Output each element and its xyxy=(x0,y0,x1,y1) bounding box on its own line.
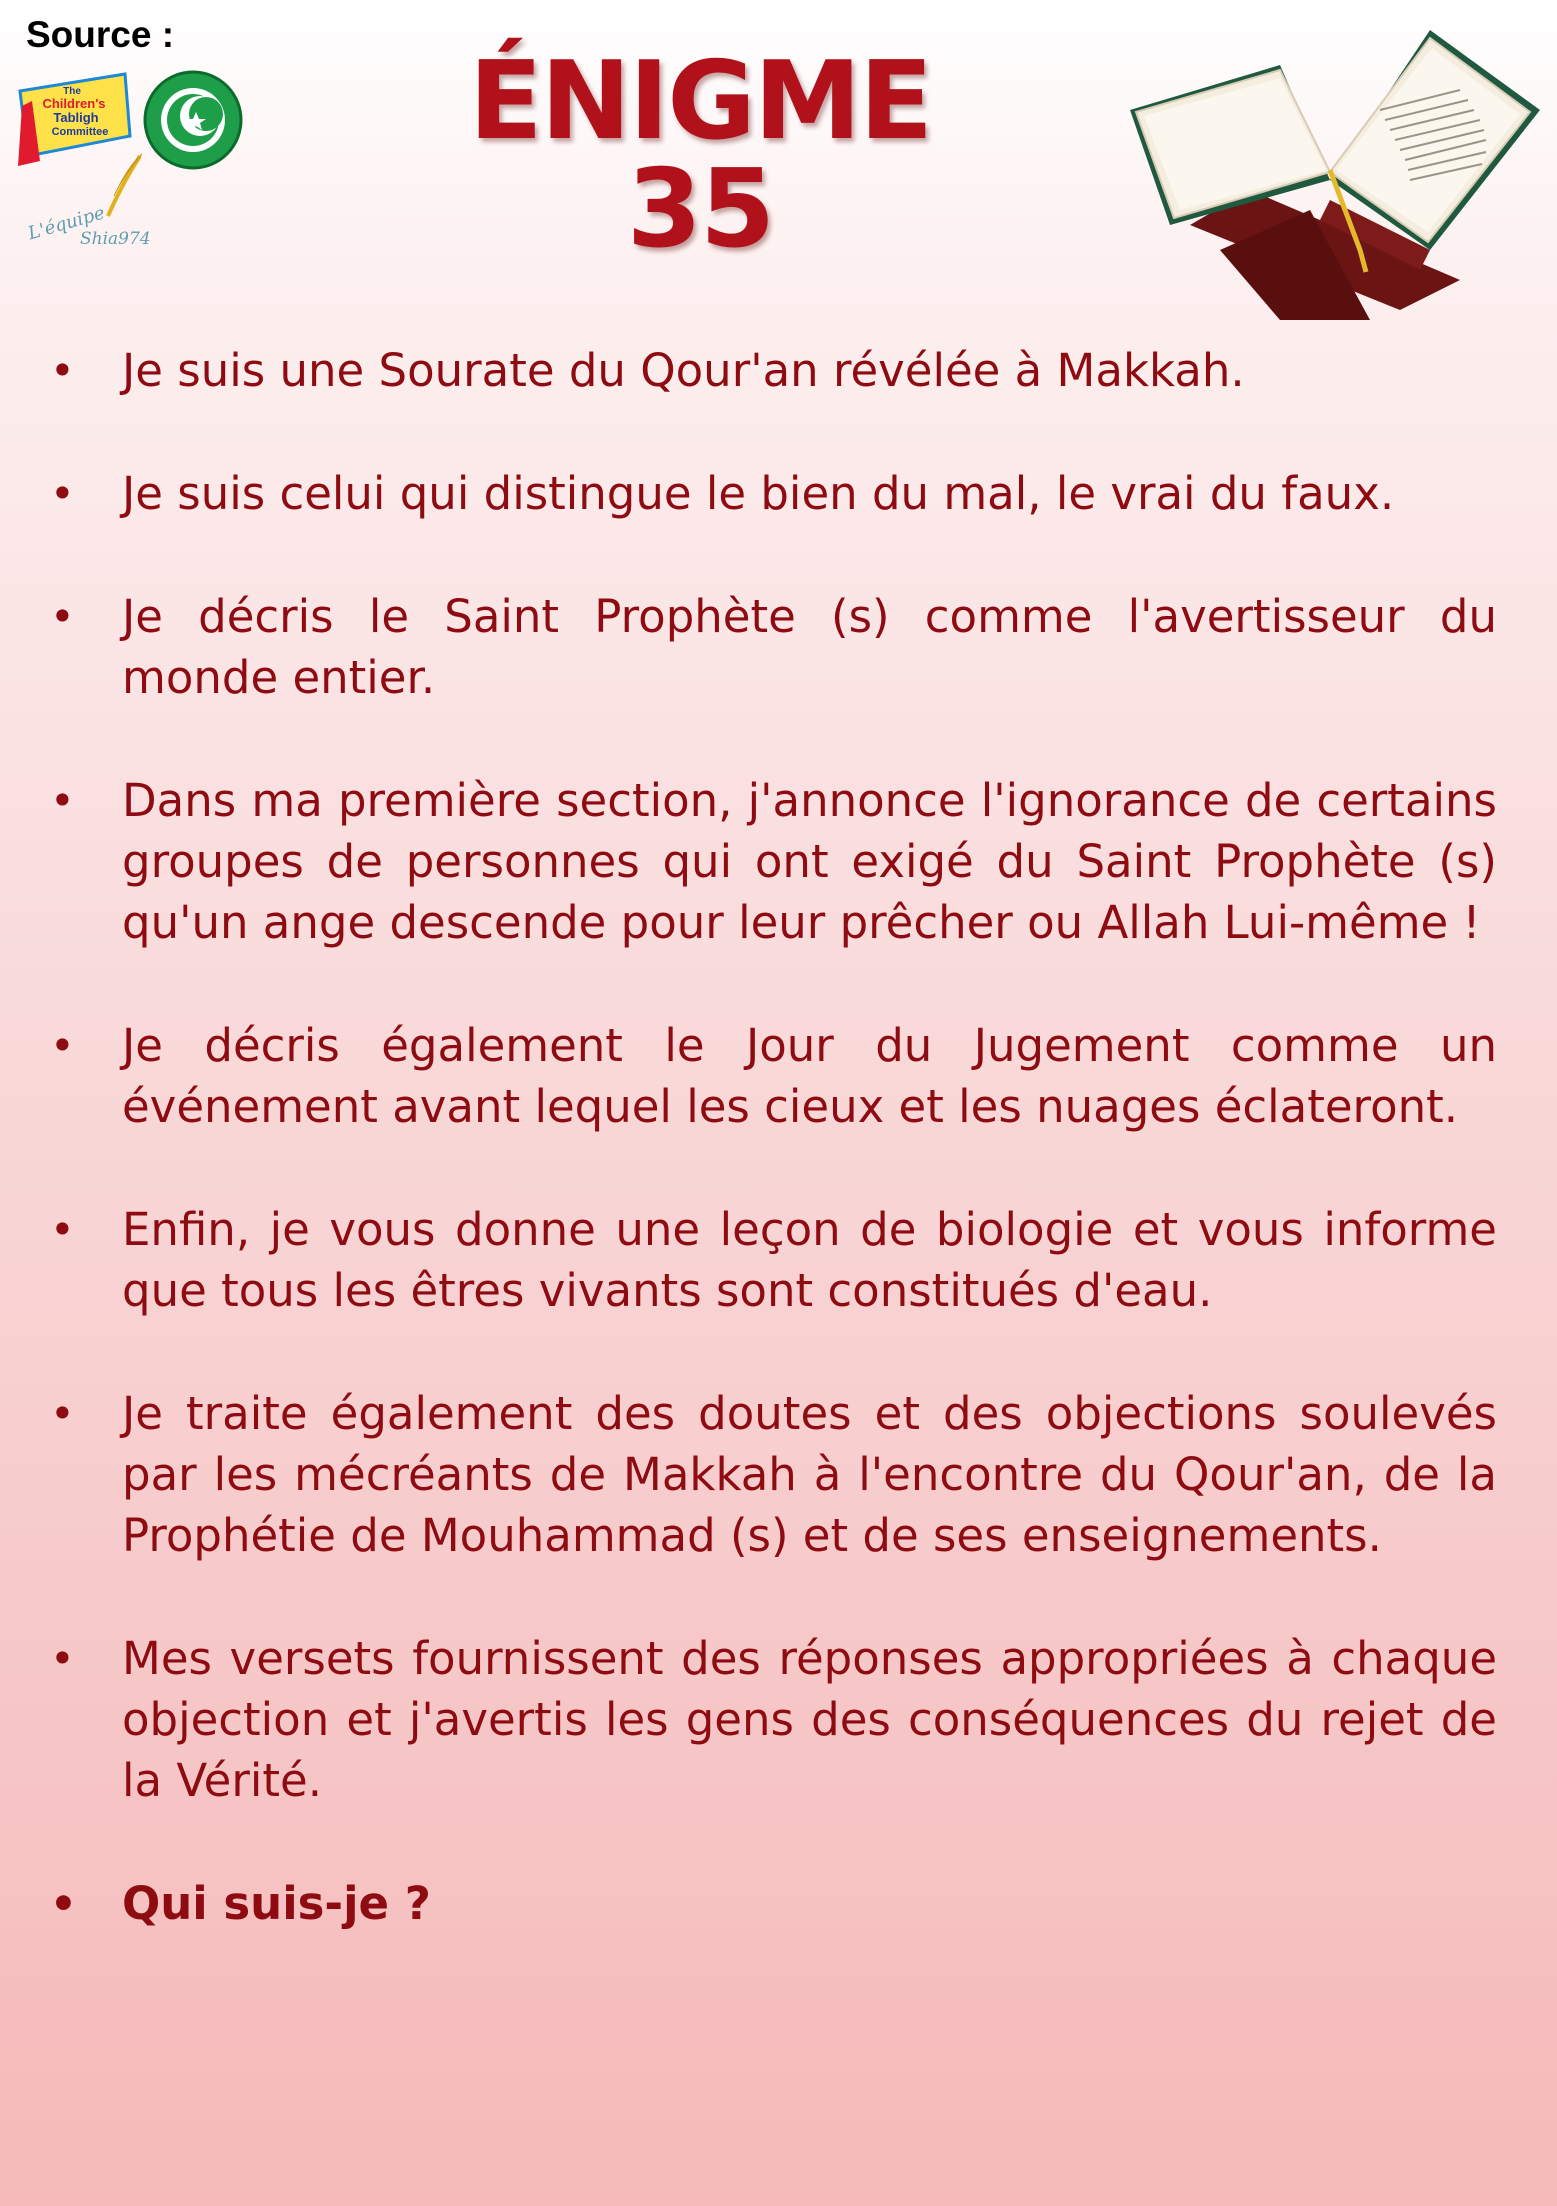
source-logos xyxy=(10,66,250,266)
clue-item xyxy=(0,340,1557,401)
clue-item xyxy=(0,586,1557,708)
ctc-line2: Children's xyxy=(42,96,106,111)
equipe-line1: L'équipe xyxy=(25,202,108,245)
childrens-tabligh-committee-logo xyxy=(18,74,130,166)
ctc-line4: Committee xyxy=(51,126,109,138)
bullet: • xyxy=(50,1021,75,1070)
clue-item xyxy=(0,770,1557,953)
page-title: ÉNIGME 35 xyxy=(468,39,932,272)
clue-item xyxy=(0,1015,1557,1137)
quran-book-illustration xyxy=(1130,20,1540,320)
clue-text: Je suis celui qui distingue le bien du mal, le vrai du faux. xyxy=(122,467,1395,520)
clue-text: Je traite également des doutes et des objections soulevés par les mécréants de Makkah à l'encontre du Qour'an, de la Prophétie de Mouhammad (s) et de ses enseignements. xyxy=(122,1387,1497,1562)
equipe-shia974-logo xyxy=(25,154,151,249)
clue-item xyxy=(0,1628,1557,1811)
bullet: • xyxy=(50,1879,77,1928)
question-item xyxy=(0,1873,1557,1934)
ctc-line1: The xyxy=(63,86,81,97)
clue-item xyxy=(0,1199,1557,1321)
bullet: • xyxy=(50,346,75,395)
bullet: • xyxy=(50,469,75,518)
source-label: Source : xyxy=(26,14,175,55)
clue-text: Dans ma première section, j'annonce l'ignorance de certains groupes de personnes qui ont exigé du Saint Prophète (s) qu'un ange descende pour leur prêcher ou Allah Lui-même ! xyxy=(122,774,1497,949)
clue-text: Je suis une Sourate du Qour'an révélée à Makkah. xyxy=(122,344,1245,397)
bullet: • xyxy=(50,1634,75,1683)
clue-text: Enfin, je vous donne une leçon de biologie et vous informe que tous les êtres vivants sont constitués d'eau. xyxy=(122,1203,1497,1317)
ctc-line3: Tabligh xyxy=(53,110,99,125)
bullet: • xyxy=(50,776,75,825)
clue-text: Mes versets fournissent des réponses appropriées à chaque objection et j'avertis les gens des conséquences du rejet de la Vérité. xyxy=(122,1632,1497,1807)
community-seal-logo xyxy=(145,72,241,168)
bullet: • xyxy=(50,1389,75,1438)
equipe-line2: Shia974 xyxy=(80,229,151,249)
clue-item xyxy=(0,1383,1557,1566)
clue-list xyxy=(0,340,1557,1996)
bullet: • xyxy=(50,592,75,641)
clue-item xyxy=(0,463,1557,524)
bullet: • xyxy=(50,1205,75,1254)
clue-text: Je décris le Saint Prophète (s) comme l'avertisseur du monde entier. xyxy=(122,590,1497,704)
question-text: Qui suis-je ? xyxy=(122,1877,431,1930)
clue-text: Je décris également le Jour du Jugement comme un événement avant lequel les cieux et les nuages éclateront. xyxy=(122,1019,1497,1133)
